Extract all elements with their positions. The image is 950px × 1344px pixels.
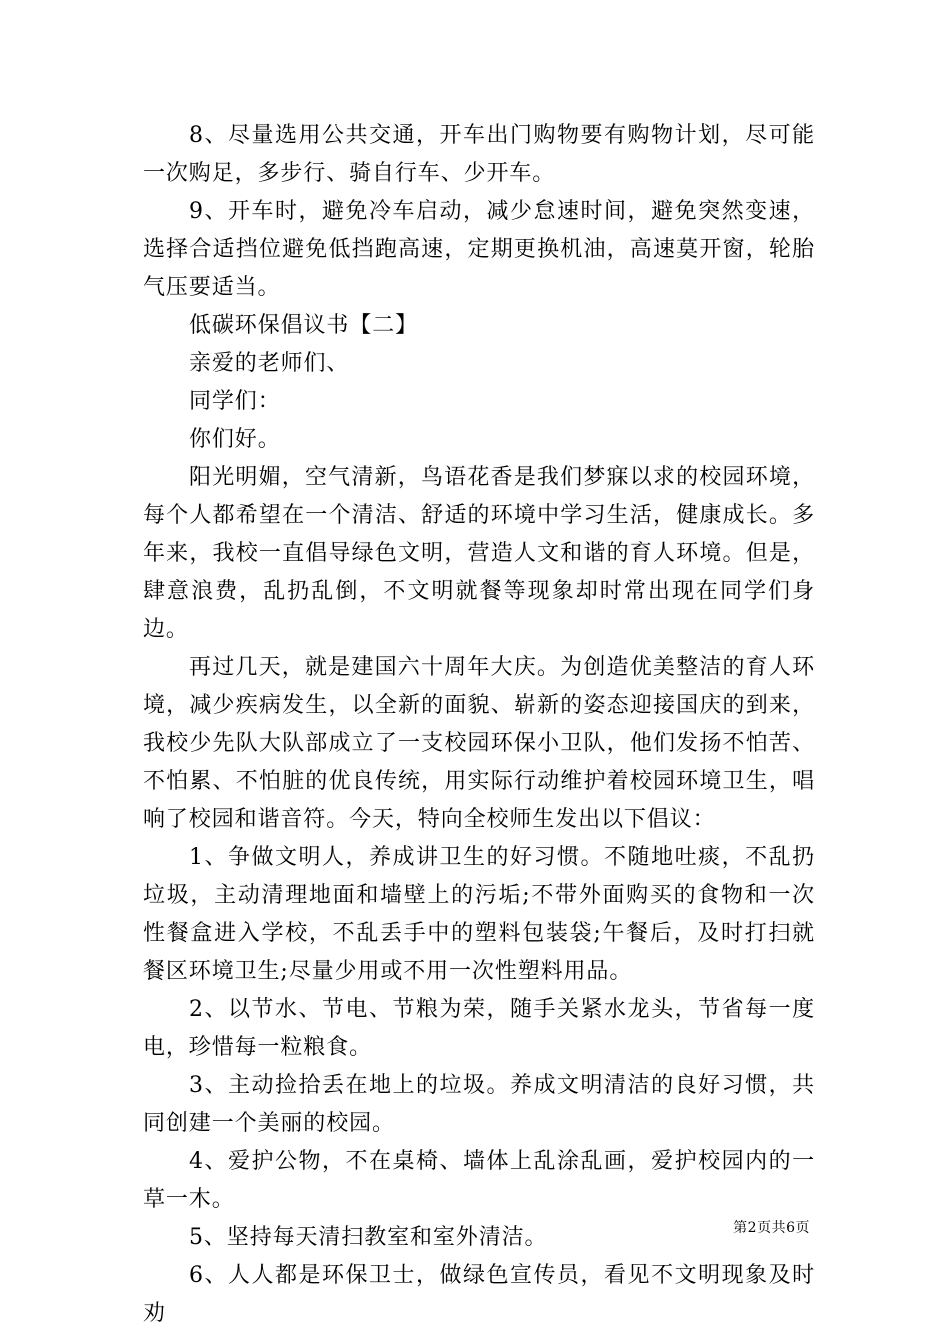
page-number-footer: 第2页共6页 — [733, 1220, 810, 1236]
document-body — [143, 117, 815, 1333]
intro-paragraph: 阳光明媚，空气清新，鸟语花香是我们梦寐以求的校园环境，每个人都希望在一个清洁、舒适的环境中学习生活，健康成长。多年来，我校一直倡导绿色文明，营造人文和谐的育人环境。但是，肆意浪费，乱扔乱倒，不文明就餐等现象却时常出现在同学们身边。 — [143, 465, 815, 642]
salutation-line-1: 亲爱的老师们、 — [189, 351, 350, 376]
proposal-item-6: 6、人人都是环保卫士，做绿色宣传员，看见不文明现象及时劝 — [143, 1263, 815, 1326]
proposal-item-1: 1、争做文明人，养成讲卫生的好习惯。不随地吐痰，不乱扔垃圾，主动清理地面和墙壁上的污垢;不带外面购买的食物和一次性餐盒进入学校，不乱丢手中的塑料包装袋;午餐后，及时打扫就餐区环境卫生;尽量少用或不用一次性塑料用品。 — [143, 845, 815, 984]
proposal-item-5: 5、坚持每天清扫教室和室外清洁。 — [189, 1225, 548, 1250]
paragraph-item-9: 9、开车时，避免冷车启动，减少怠速时间，避免突然变速，选择合适挡位避免低挡跑高速，定期更换机油，高速莫开窗，轮胎气压要适当。 — [143, 199, 815, 300]
proposal-item-3: 3、主动捡拾丢在地上的垃圾。养成文明清洁的良好习惯，共同创建一个美丽的校园。 — [143, 1073, 815, 1136]
proposal-item-2: 2、以节水、节电、节粮为荣，随手关紧水龙头，节省每一度电，珍惜每一粒粮食。 — [143, 997, 815, 1060]
proposal-item-4: 4、爱护公物，不在桌椅、墙体上乱涂乱画，爱护校园内的一草一木。 — [143, 1149, 815, 1212]
context-paragraph: 再过几天，就是建国六十周年大庆。为创造优美整洁的育人环境，减少疾病发生，以全新的面貌、崭新的姿态迎接国庆的到来，我校少先队大队部成立了一支校园环保小卫队，他们发扬不怕苦、不怕累、不怕脏的优良传统，用实际行动维护着校园环境卫生，唱响了校园和谐音符。今天，特向全校师生发出以下倡议： — [143, 655, 815, 832]
section-heading: 低碳环保倡议书【二】 — [189, 313, 419, 338]
paragraph-item-8: 8、尽量选用公共交通，开车出门购物要有购物计划，尽可能一次购足，多步行、骑自行车、少开车。 — [143, 123, 815, 186]
greeting-line: 你们好。 — [189, 427, 281, 452]
salutation-line-2: 同学们： — [189, 389, 281, 414]
